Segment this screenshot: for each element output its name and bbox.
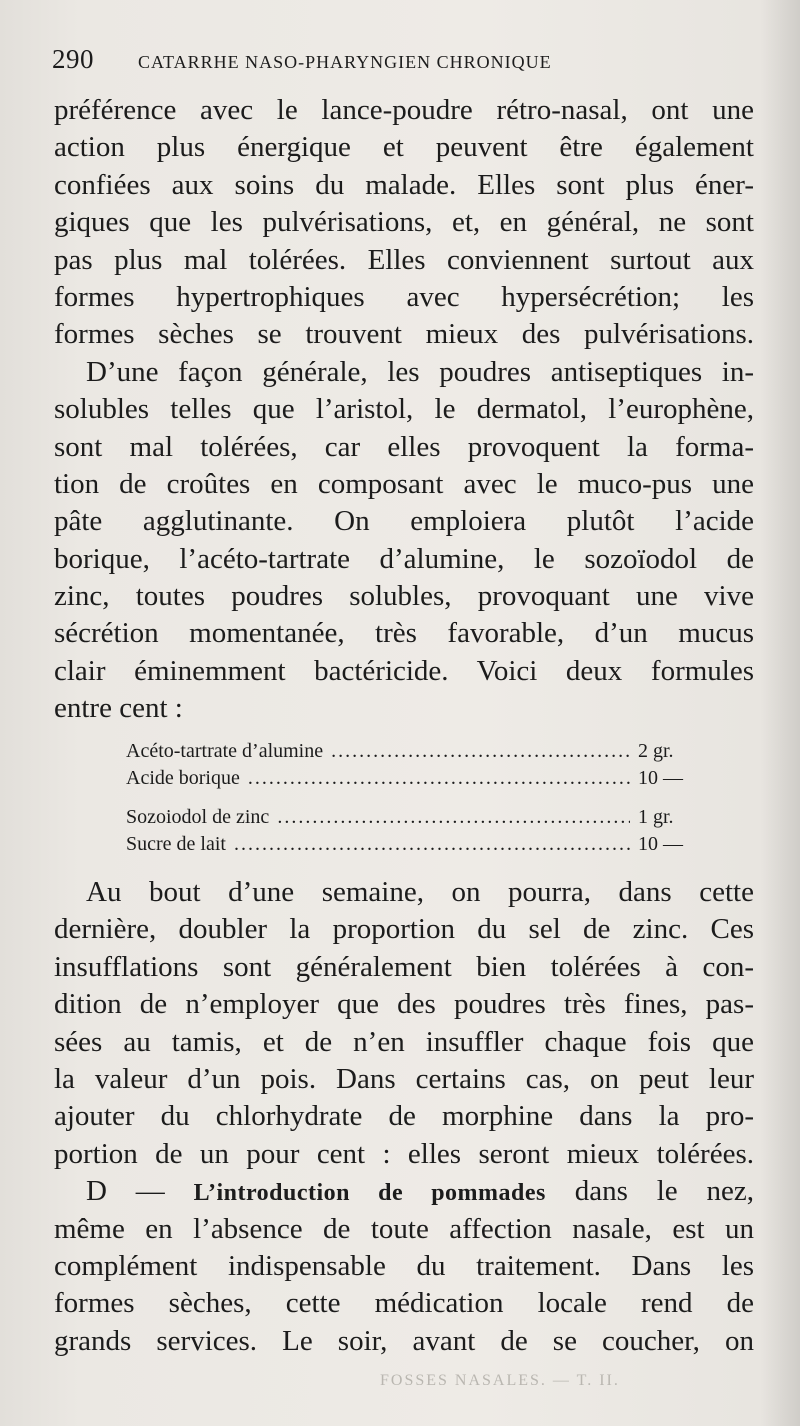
text-line: portion de un pour cent : elles seront mieux tolérées. [54,1137,754,1170]
text-line: D’une façon générale, les poudres antiseptiques in- [86,355,754,388]
text-line: insufflations sont généralement bien tolérées à con- [54,950,754,983]
text-line: giques que les pulvérisations, et, en général, ne sont [54,206,754,239]
ingredient-name: Sozoiodol de zinc [126,806,270,828]
text-line: sécrétion momentanée, très favorable, d’un mucus [54,617,754,650]
body-text [54,92,754,728]
text-line: sées au tamis, et de n’en insuffler chaque fois que [54,1025,754,1058]
text-line: ajouter du chlorhydrate de morphine dans la pro- [54,1100,754,1133]
formula-row [126,765,696,792]
text-line: formes hypertrophiques avec hypersécrétion; les [54,280,754,313]
text-line: pâte agglutinante. On emploiera plutôt l’acide [54,505,754,538]
formula-row [126,804,696,831]
paragraph-4 [54,1173,754,1360]
ingredient-quantity: 10 — [638,767,683,789]
heading-continuation: dans le nez, [574,1175,754,1208]
ingredient-name: Acéto-tartrate d’alumine [126,740,324,762]
text-line: complément indispensable du traitement. Dans les [54,1249,754,1282]
bleed-through-signature: FOSSES NASALES. — T. II. [380,1372,620,1389]
text-line: formes sèches, cette médication locale rend de [54,1287,754,1320]
text-line: sont mal tolérées, car elles provoquent la forma- [54,430,754,463]
formula-2 [126,804,696,858]
text-line: grands services. Le soir, avant de se coucher, on [54,1324,754,1357]
text-line: préférence avec le lance-poudre rétro-nasal, ont une [54,94,754,126]
page-number: 290 [52,44,94,74]
text-line: dernière, doubler la proportion du sel de zinc. Ces [54,913,754,946]
text-line: pas plus mal tolérées. Elles conviennent surtout aux [54,243,754,276]
section-heading: L’introduction de pommades [193,1180,546,1207]
ingredient-name: Sucre de lait [126,833,226,855]
text-line: même en l’absence de toute affection nasale, est un [54,1212,754,1245]
leader-dots [234,831,630,858]
ingredient-quantity: 2 gr. [638,740,674,762]
leader-dots [277,804,630,831]
text-line: formes sèches se trouvent mieux des pulvérisations. [54,318,754,351]
ingredient-quantity: 10 — [638,833,683,855]
leader-dots [331,738,630,765]
text-line [54,1173,754,1210]
ingredient-name: Acide borique [126,767,240,789]
text-line: action plus énergique et peuvent être également [54,131,754,164]
text-line: entre cent : [54,692,183,725]
text-line: borique, l’acéto-tartrate d’alumine, le sozoïodol de [54,542,754,575]
text-line: zinc, toutes poudres solubles, provoquant une vive [54,580,754,613]
formula-1 [126,738,696,792]
formula-row [126,738,696,765]
text-line: la valeur d’un pois. Dans certains cas, on peut leur [54,1062,754,1095]
paragraph-2 [54,354,754,728]
formula-row [126,831,696,858]
paragraph-1 [54,92,754,354]
running-title: CATARRHE NASO-PHARYNGIEN CHRONIQUE [138,52,552,72]
text-line: dition de n’employer que des poudres très fines, pas- [54,988,754,1021]
text-line: clair éminemment bactéricide. Voici deux formules [54,654,754,687]
paragraph-3 [54,874,754,1173]
ingredient-quantity: 1 gr. [638,806,674,828]
page-header [52,44,752,75]
body-text-continued [54,874,754,1360]
text-line: solubles telles que l’aristol, le dermatol, l’europhène, [54,393,754,426]
text-line: Au bout d’une semaine, on pourra, dans cette [86,876,754,908]
text-line: tion de croûtes en composant avec le muco-pus une [54,467,754,500]
leader-dots [248,765,630,792]
text-line: confiées aux soins du malade. Elles sont plus éner- [54,168,754,201]
section-letter: D — [86,1175,165,1208]
